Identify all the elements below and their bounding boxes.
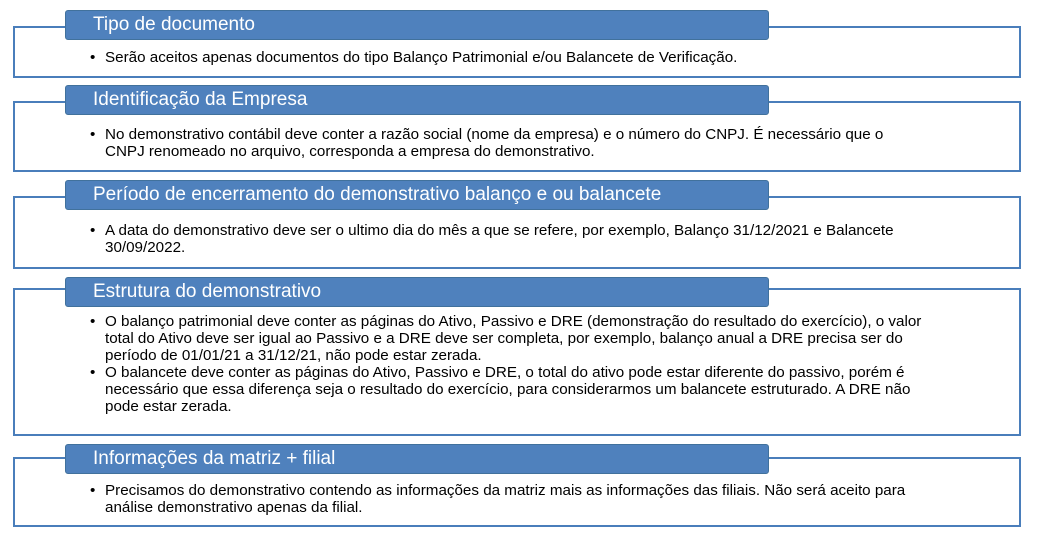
bullet-item: • Precisamos do demonstrativo contendo as informações da matriz mais as informações das filiais. Não será aceito para análise demonstrativo apenas da filial. bbox=[90, 482, 925, 516]
section-title: Período de encerramento do demonstrativo balanço e ou balancete bbox=[93, 184, 662, 205]
bullet-list bbox=[90, 126, 925, 160]
bullet-list bbox=[90, 49, 925, 66]
section-title: Tipo de documento bbox=[93, 14, 255, 35]
bullet-item: • A data do demonstrativo deve ser o ultimo dia do mês a que se refere, por exemplo, Balanço 31/12/2021 e Balancete 30/09/2022. bbox=[90, 222, 925, 256]
bullet-list bbox=[90, 482, 925, 516]
section-header bbox=[65, 277, 769, 307]
section-header bbox=[65, 444, 769, 474]
bullet-item: • O balancete deve conter as páginas do Ativo, Passivo e DRE, o total do ativo pode estar diferente do passivo, porém é necessário que essa diferença seja o resultado do exercício, para considerarmos um balancete estruturado. A DRE não pode estar zerada. bbox=[90, 364, 925, 415]
bullet-item: • O balanço patrimonial deve conter as páginas do Ativo, Passivo e DRE (demonstração do resultado do exercício), o valor total do Ativo deve ser igual ao Passivo e a DRE deve ser completa, por exemplo, balanço anual a DRE precisa ser do período de 01/01/21 a 31/12/21, não pode estar zerada. bbox=[90, 313, 925, 364]
bullet-list bbox=[90, 313, 925, 415]
section-header bbox=[65, 85, 769, 115]
section-header bbox=[65, 10, 769, 40]
section-title: Informações da matriz + filial bbox=[93, 448, 336, 469]
section-header bbox=[65, 180, 769, 210]
section-title: Identificação da Empresa bbox=[93, 89, 308, 110]
section-title: Estrutura do demonstrativo bbox=[93, 281, 322, 302]
bullet-item: • Serão aceitos apenas documentos do tipo Balanço Patrimonial e/ou Balancete de Verificação. bbox=[90, 49, 925, 66]
bullet-item: • No demonstrativo contábil deve conter a razão social (nome da empresa) e o número do CNPJ. É necessário que o CNPJ renomeado no arquivo, corresponda a empresa do demonstrativo. bbox=[90, 126, 925, 160]
bullet-list bbox=[90, 222, 925, 256]
